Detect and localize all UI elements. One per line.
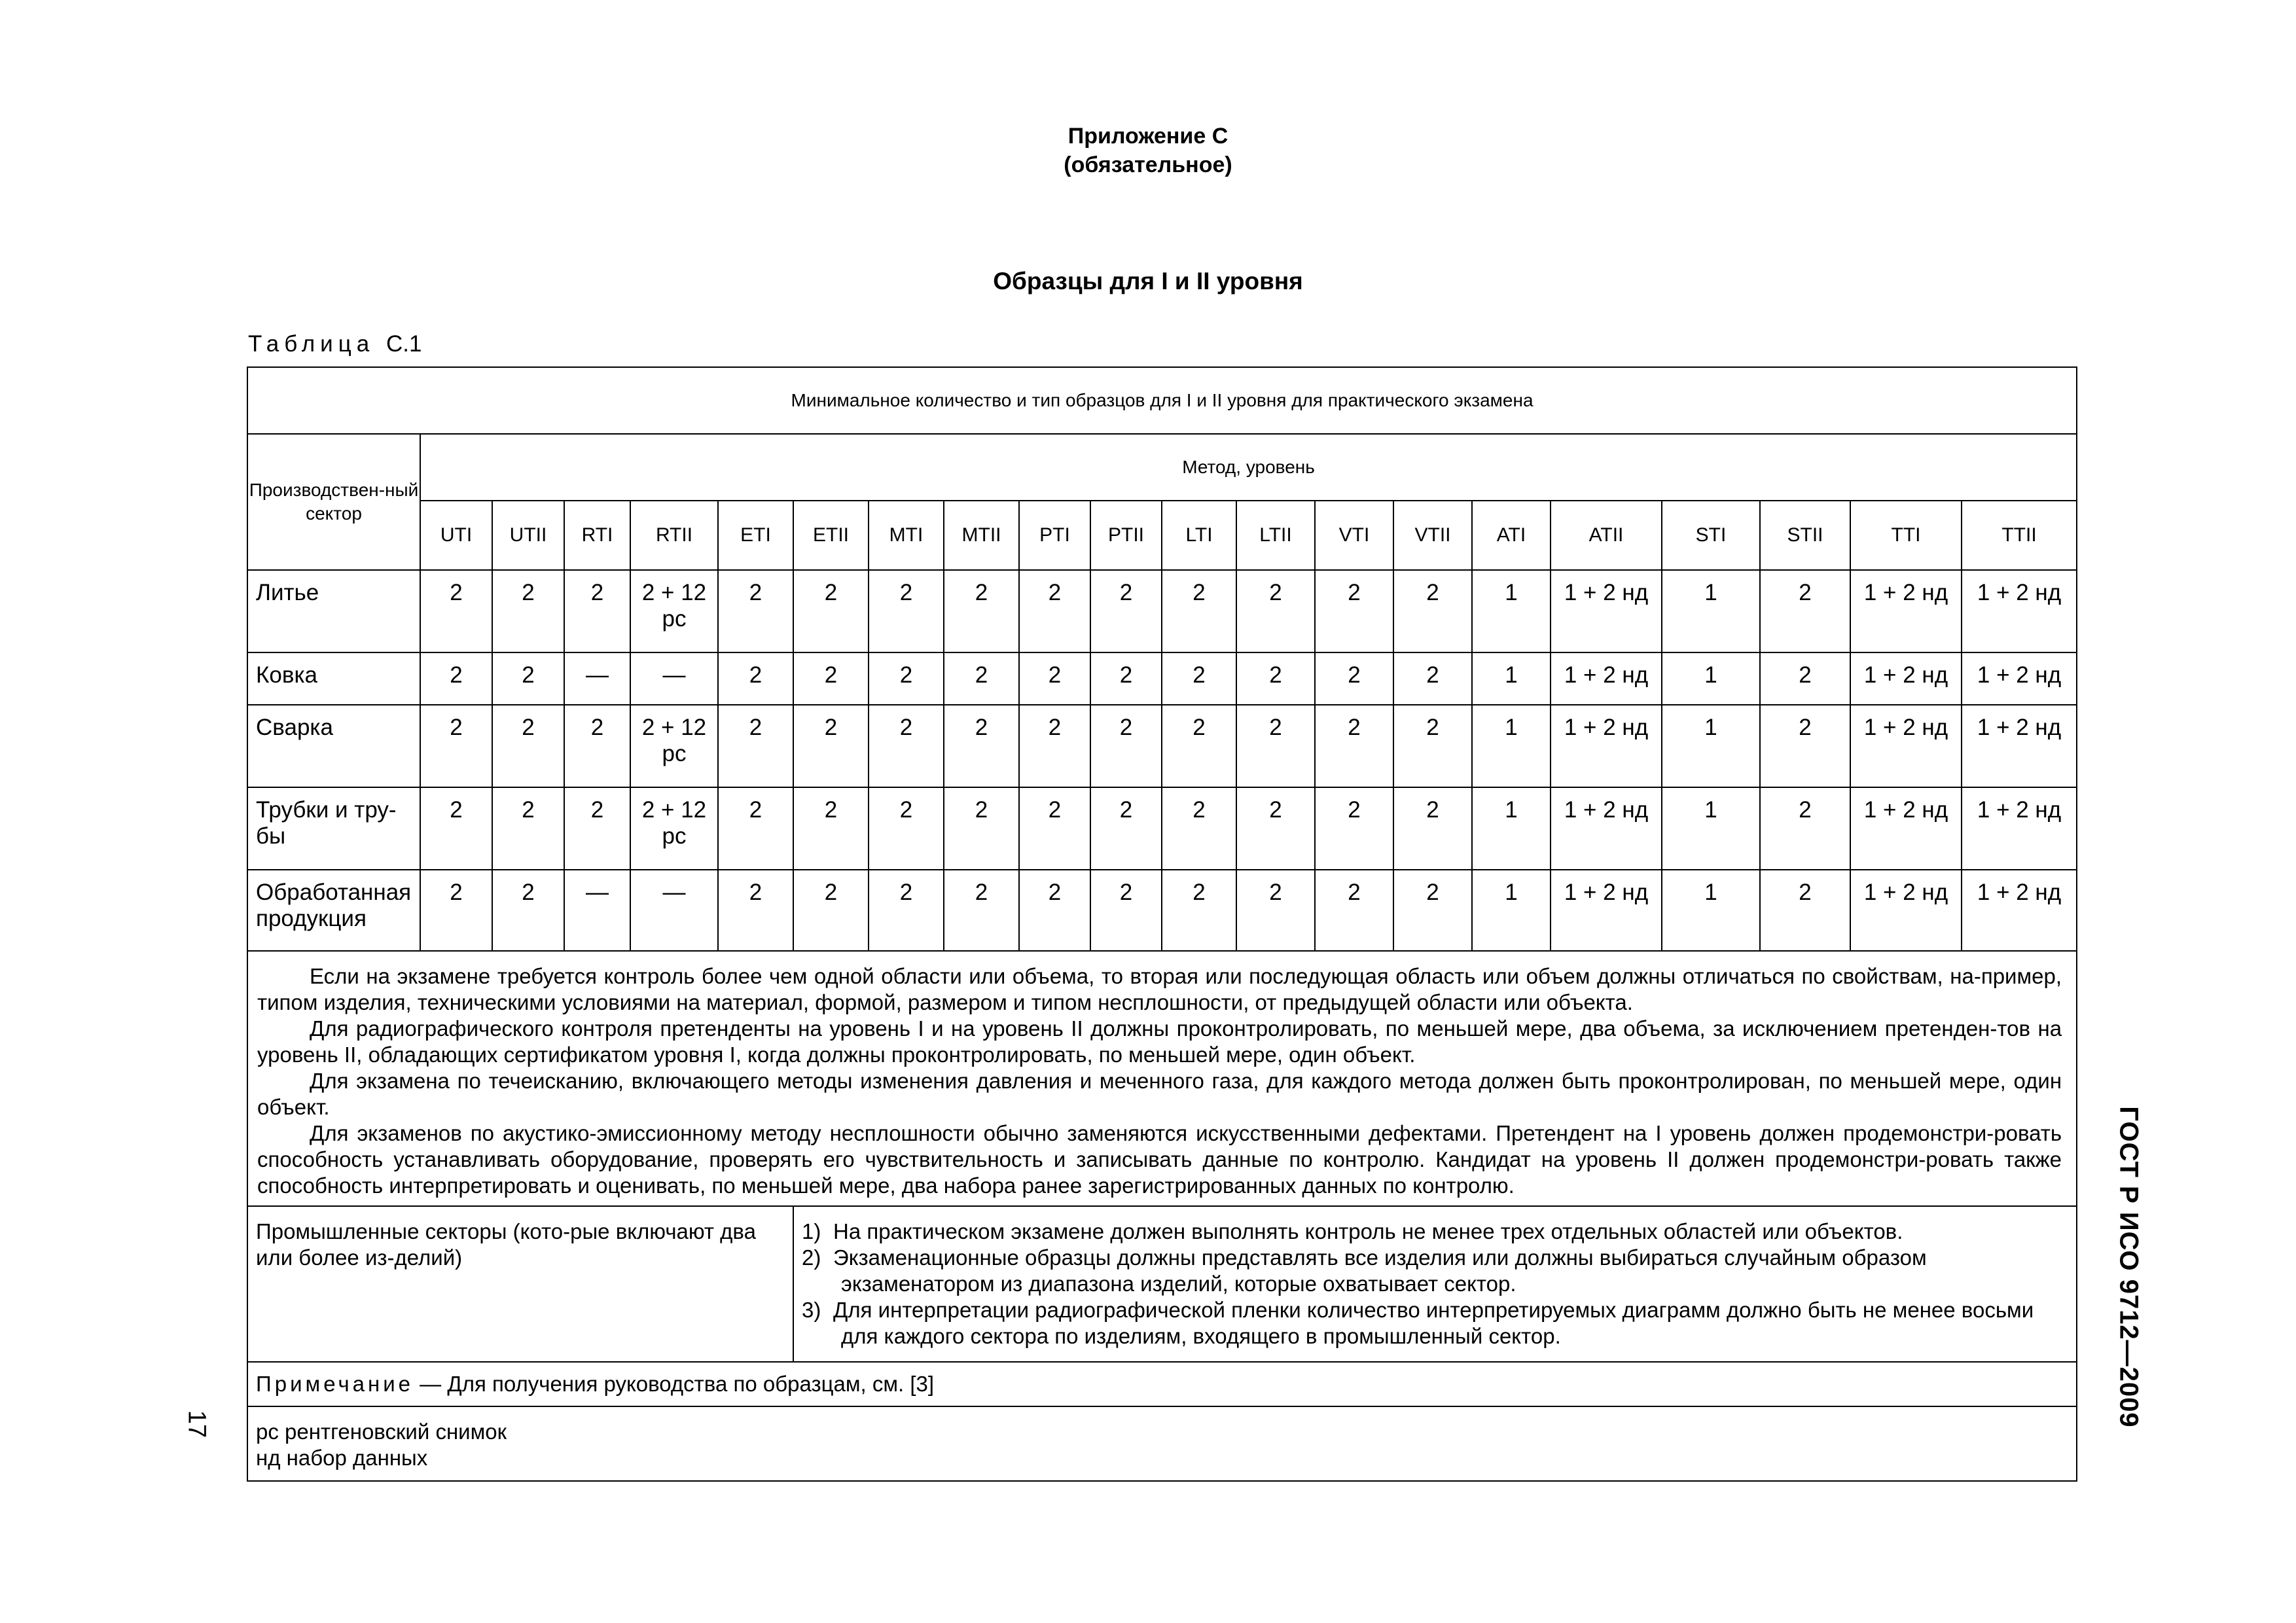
sample-count-cell: 2 bbox=[869, 870, 944, 951]
sample-count-cell: 2 bbox=[1090, 652, 1162, 705]
sample-count-cell: 2 bbox=[1236, 652, 1315, 705]
document-designation bbox=[2109, 1108, 2148, 1427]
sample-count-cell: 2 bbox=[793, 787, 869, 870]
sample-count-cell: 2 bbox=[564, 705, 630, 787]
sample-count-cell: 2 bbox=[1760, 705, 1850, 787]
sample-count-cell: 2 bbox=[1162, 570, 1236, 652]
method-codes-row bbox=[247, 501, 2077, 570]
sample-count-cell: 2 bbox=[1393, 705, 1472, 787]
sample-count-cell: 2 + 12 рс bbox=[630, 705, 718, 787]
table-caption-number: С.1 bbox=[386, 331, 422, 357]
item-text: Для интерпретации радиографической пленки количество интерпретируемых диаграмм должно быть не менее восьми для каждого сектора по изделиям, входящего в промышленный сектор. bbox=[833, 1298, 2034, 1348]
sample-count-cell: 1 + 2 нд bbox=[1850, 652, 1962, 705]
item-number: 3) bbox=[802, 1298, 821, 1322]
sample-count-cell: 1 + 2 нд bbox=[1962, 652, 2077, 705]
sample-count-cell: 2 bbox=[420, 652, 492, 705]
method-code-header: LTI bbox=[1162, 501, 1236, 570]
sample-count-cell: 1 + 2 нд bbox=[1850, 870, 1962, 951]
sample-count-cell: 1 bbox=[1472, 570, 1551, 652]
sample-count-cell: 2 bbox=[420, 787, 492, 870]
sample-count-cell: 2 bbox=[1236, 705, 1315, 787]
item-number: 2) bbox=[802, 1245, 821, 1270]
sample-count-cell: 2 bbox=[420, 870, 492, 951]
table-caption bbox=[248, 331, 422, 357]
sample-count-cell: 1 + 2 нд bbox=[1551, 705, 1662, 787]
sample-count-cell: 2 bbox=[869, 705, 944, 787]
sample-count-cell: 2 bbox=[492, 787, 564, 870]
sample-count-cell: 2 bbox=[793, 652, 869, 705]
sample-count-cell: 2 bbox=[869, 570, 944, 652]
sample-count-cell: 2 bbox=[1236, 570, 1315, 652]
method-code-header: MTI bbox=[869, 501, 944, 570]
sample-count-cell: 1 bbox=[1662, 870, 1760, 951]
sample-count-cell: — bbox=[564, 870, 630, 951]
item-text: На практическом экзамене должен выполнять контроль не менее трех отдельных областей или объектов. bbox=[833, 1219, 1903, 1243]
section-title: Образцы для I и II уровня bbox=[993, 268, 1303, 294]
industrial-sectors-requirements bbox=[793, 1206, 2077, 1362]
requirement-paragraph: Для экзаменов по акустико-эмиссионному методу несплошности обычно заменяются искусственными дефектами. Претендент на I уровень должен продемонстри-ровать способность устанавливать оборудование, проверять его чувствительность и записывать данные по контролю. Кандидат на уровень II должен продемонстри-ровать также способность интерпретировать и оценивать, по меньшей мере, два набора ранее зарегистрированных данных по контролю. bbox=[257, 1121, 2062, 1198]
item-text: Экзаменационные образцы должны представлять все изделия или должны выбираться случайным образом экзаменатором из диапазона изделий, которые охватывает сектор. bbox=[833, 1245, 1927, 1296]
sample-count-cell: 1 bbox=[1472, 705, 1551, 787]
table-note bbox=[247, 1362, 2077, 1406]
method-code-header: LTII bbox=[1236, 501, 1315, 570]
sample-count-cell: 2 bbox=[793, 570, 869, 652]
industrial-sectors-label: Промышленные секторы (кото-рые включают два или более из-делий) bbox=[247, 1206, 793, 1362]
sample-count-cell: 1 bbox=[1662, 570, 1760, 652]
sample-count-cell: 1 + 2 нд bbox=[1962, 705, 2077, 787]
sample-count-cell: 2 bbox=[1760, 787, 1850, 870]
sample-count-cell: 2 bbox=[869, 787, 944, 870]
sample-count-cell: 2 bbox=[564, 570, 630, 652]
sample-count-cell: 2 bbox=[1393, 787, 1472, 870]
sample-count-cell: 2 bbox=[1393, 570, 1472, 652]
method-code-header: UTII bbox=[492, 501, 564, 570]
method-code-header: ATII bbox=[1551, 501, 1662, 570]
sample-count-cell: 1 + 2 нд bbox=[1551, 570, 1662, 652]
sample-count-cell: 2 bbox=[1315, 570, 1393, 652]
sample-count-cell: 1 bbox=[1472, 787, 1551, 870]
sample-count-cell: 2 bbox=[1315, 705, 1393, 787]
sample-count-cell: 2 + 12 рс bbox=[630, 787, 718, 870]
appendix-subtitle: (обязательное) bbox=[1064, 152, 1232, 177]
method-code-header: PTI bbox=[1019, 501, 1090, 570]
sample-count-cell: 2 bbox=[492, 570, 564, 652]
sample-count-cell: 2 bbox=[1090, 870, 1162, 951]
method-code-header: MTII bbox=[944, 501, 1019, 570]
sample-count-cell: 2 bbox=[869, 652, 944, 705]
abbreviation-line: нд набор данных bbox=[256, 1446, 428, 1470]
sample-count-cell: 2 + 12 рс bbox=[630, 570, 718, 652]
requirement-paragraph: Для экзамена по течеисканию, включающего методы изменения давления и меченного газа, для каждого метода должен быть проконтролирован, по меньшей мере, один объект. bbox=[257, 1069, 2062, 1119]
sample-count-cell: 2 bbox=[1019, 870, 1090, 951]
sample-count-cell: — bbox=[630, 652, 718, 705]
industrial-requirement-item bbox=[802, 1297, 2068, 1349]
sample-count-cell: 2 bbox=[1315, 652, 1393, 705]
sample-count-cell: 2 bbox=[1162, 652, 1236, 705]
appendix-title: Приложение С bbox=[1067, 124, 1229, 149]
note-text: — Для получения руководства по образцам, см. [3] bbox=[414, 1372, 935, 1396]
industrial-requirement-item bbox=[802, 1219, 2068, 1245]
method-code-header: TTI bbox=[1850, 501, 1962, 570]
sample-count-cell: 1 + 2 нд bbox=[1850, 787, 1962, 870]
sample-count-cell: 2 bbox=[718, 570, 793, 652]
gost-number: ГОСТ Р ИСО 9712—2009 bbox=[2114, 1106, 2144, 1428]
sector-column-header: Производствен-ный сектор bbox=[247, 434, 420, 570]
sample-count-cell: 2 bbox=[1162, 787, 1236, 870]
method-code-header: ETII bbox=[793, 501, 869, 570]
sector-name: Сварка bbox=[247, 705, 420, 787]
sample-count-cell: 2 bbox=[1760, 870, 1850, 951]
table-main-caption: Минимальное количество и тип образцов для I и II уровня для практического экзамена bbox=[247, 367, 2077, 434]
abbreviations bbox=[247, 1406, 2077, 1481]
sample-count-cell: 1 bbox=[1662, 652, 1760, 705]
sample-count-cell: 2 bbox=[944, 652, 1019, 705]
sample-count-cell: 2 bbox=[1090, 787, 1162, 870]
sector-name: Ковка bbox=[247, 652, 420, 705]
sample-count-cell: 1 bbox=[1662, 787, 1760, 870]
sample-count-cell: 1 + 2 нд bbox=[1962, 787, 2077, 870]
table-row bbox=[247, 652, 2077, 705]
sample-count-cell: 1 bbox=[1472, 870, 1551, 951]
sample-count-cell: 1 bbox=[1662, 705, 1760, 787]
sample-count-cell: 2 bbox=[793, 870, 869, 951]
sample-count-cell: 2 bbox=[1393, 870, 1472, 951]
sample-count-cell: 1 + 2 нд bbox=[1551, 870, 1662, 951]
table-caption-word: Таблица bbox=[248, 331, 375, 357]
sector-name: Трубки и тру-бы bbox=[247, 787, 420, 870]
sample-count-cell: 2 bbox=[944, 705, 1019, 787]
method-code-header: TTII bbox=[1962, 501, 2077, 570]
sample-count-cell: 2 bbox=[1760, 652, 1850, 705]
sample-count-cell: 2 bbox=[492, 705, 564, 787]
method-level-header: Метод, уровень bbox=[420, 434, 2077, 501]
page-number-block bbox=[183, 1404, 209, 1444]
table-row bbox=[247, 870, 2077, 951]
note-label: Примечание bbox=[256, 1372, 414, 1396]
sample-count-cell: 2 bbox=[1236, 787, 1315, 870]
sample-count-cell: 1 bbox=[1472, 652, 1551, 705]
sample-count-cell: 2 bbox=[492, 870, 564, 951]
sample-count-cell: 1 + 2 нд bbox=[1551, 787, 1662, 870]
sector-name: Литье bbox=[247, 570, 420, 652]
abbreviation-line: рс рентгеновский снимок bbox=[256, 1419, 507, 1444]
sample-count-cell: 2 bbox=[492, 652, 564, 705]
requirements-text bbox=[247, 951, 2077, 1206]
requirement-paragraph: Для радиографического контроля претенденты на уровень I и на уровень II должны проконтролировать, по меньшей мере, два объема, за исключением претенден-тов на уровень II, обладающих сертификатом уровня I, когда должны проконтролировать, по меньшей мере, один объект. bbox=[257, 1016, 2062, 1067]
table-row bbox=[247, 705, 2077, 787]
sample-count-cell: 1 + 2 нд bbox=[1962, 870, 2077, 951]
method-code-header: UTI bbox=[420, 501, 492, 570]
method-code-header: PTII bbox=[1090, 501, 1162, 570]
method-code-header: RTI bbox=[564, 501, 630, 570]
sample-count-cell: 2 bbox=[1162, 705, 1236, 787]
sample-count-cell: 2 bbox=[1315, 787, 1393, 870]
sample-count-cell: 2 bbox=[1090, 705, 1162, 787]
sample-count-cell: 2 bbox=[718, 652, 793, 705]
sample-count-cell: 2 bbox=[1019, 787, 1090, 870]
sample-count-cell: 2 bbox=[944, 570, 1019, 652]
method-code-header: ETI bbox=[718, 501, 793, 570]
sample-count-cell: 2 bbox=[1162, 870, 1236, 951]
sample-count-cell: 2 bbox=[1236, 870, 1315, 951]
sample-count-cell: 1 + 2 нд bbox=[1850, 705, 1962, 787]
industrial-requirement-item bbox=[802, 1245, 2068, 1297]
table-row bbox=[247, 787, 2077, 870]
sample-count-cell: 2 bbox=[1393, 652, 1472, 705]
sample-count-cell: 2 bbox=[1760, 570, 1850, 652]
sample-count-cell: 2 bbox=[718, 870, 793, 951]
sample-count-cell: 2 bbox=[1019, 570, 1090, 652]
sample-count-cell: 2 bbox=[944, 870, 1019, 951]
requirement-paragraph: Если на экзамене требуется контроль более чем одной области или объема, то вторая или последующая область или объем должны отличаться по свойствам, на-пример, типом изделия, техническими условиями на материал, формой, размером и типом несплошности, от предыдущей области или объекта. bbox=[257, 964, 2062, 1014]
sample-count-cell: 2 bbox=[420, 705, 492, 787]
sample-count-cell: 2 bbox=[718, 787, 793, 870]
sample-count-cell: 2 bbox=[718, 705, 793, 787]
method-code-header: ATI bbox=[1472, 501, 1551, 570]
sample-count-cell: 1 + 2 нд bbox=[1962, 570, 2077, 652]
sample-count-cell: 2 bbox=[944, 787, 1019, 870]
method-code-header: VTI bbox=[1315, 501, 1393, 570]
sample-count-cell: 2 bbox=[1019, 705, 1090, 787]
sample-count-cell: 2 bbox=[564, 787, 630, 870]
sector-name: Обработанная продукция bbox=[247, 870, 420, 951]
sample-count-cell: 2 bbox=[1090, 570, 1162, 652]
sample-count-cell: 2 bbox=[1019, 652, 1090, 705]
table-body bbox=[247, 570, 2077, 951]
item-number: 1) bbox=[802, 1219, 821, 1243]
method-code-header: RTII bbox=[630, 501, 718, 570]
sample-count-cell: 2 bbox=[793, 705, 869, 787]
appendix-heading bbox=[0, 122, 2296, 179]
method-code-header: STII bbox=[1760, 501, 1850, 570]
sample-count-cell: 2 bbox=[1315, 870, 1393, 951]
sample-count-cell: 1 + 2 нд bbox=[1551, 652, 1662, 705]
sample-count-cell: — bbox=[630, 870, 718, 951]
method-code-header: STI bbox=[1662, 501, 1760, 570]
sample-count-cell: 1 + 2 нд bbox=[1850, 570, 1962, 652]
method-code-header: VTII bbox=[1393, 501, 1472, 570]
sample-count-cell: 2 bbox=[420, 570, 492, 652]
samples-table bbox=[247, 366, 2077, 1482]
table-row bbox=[247, 570, 2077, 652]
page-number: 17 bbox=[183, 1410, 211, 1438]
sample-count-cell: — bbox=[564, 652, 630, 705]
